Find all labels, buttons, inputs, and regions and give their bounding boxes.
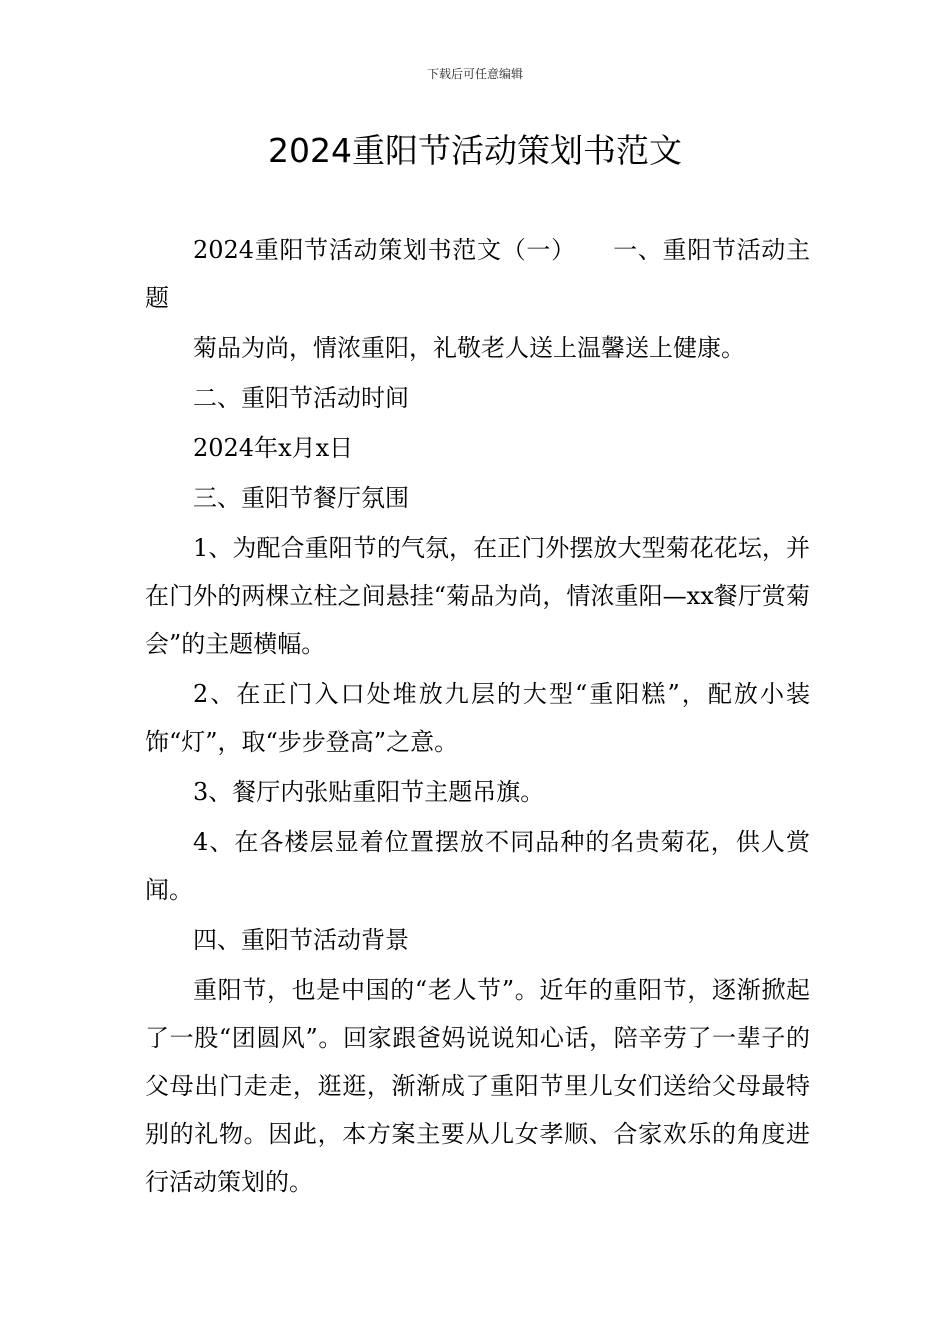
section-heading-time: 二、重阳节活动时间 [193,384,409,412]
header-note: 下载后可任意编辑 [426,67,523,81]
paragraph-date: 2024年x月x日 [193,434,354,462]
section-heading-background: 四、重阳节活动背景 [193,926,409,954]
paragraph-item-1: 1、为配合重阳节的气氛，在正门外摆放大型菊花花坛，并在门外的两棵立柱之间悬挂“菊品为尚，情浓重阳—xx餐厅赏菊会”的主题横幅。 [145,534,810,658]
paragraph-theme: 菊品为尚，情浓重阳，礼敬老人送上温馨送上健康。 [193,334,745,362]
document-body [145,226,810,1208]
paragraph-intro-theme-heading: 2024重阳节活动策划书范文（一） 一、重阳节活动主题 [145,236,810,312]
document-title: 2024重阳节活动策划书范文 [268,131,682,170]
section-heading-atmosphere: 三、重阳节餐厅氛围 [193,484,409,512]
paragraph-item-3: 3、餐厅内张贴重阳节主题吊旗。 [193,778,545,806]
paragraph-background: 重阳节，也是中国的“老人节”。近年的重阳节，逐渐掀起了一股“团圆风”。回家跟爸妈说说知心话，陪辛劳了一辈子的父母出门走走，逛逛，渐渐成了重阳节里儿女们送给父母最特别的礼物。因此，本方案主要从儿女孝顺、合家欢乐的角度进行活动策划的。 [145,976,810,1196]
paragraph-item-4: 4、在各楼层显着位置摆放不同品种的名贵菊花，供人赏闻。 [145,828,810,904]
paragraph-item-2: 2、在正门入口处堆放九层的大型“重阳糕”，配放小装饰“灯”，取“步步登高”之意。 [145,680,810,756]
